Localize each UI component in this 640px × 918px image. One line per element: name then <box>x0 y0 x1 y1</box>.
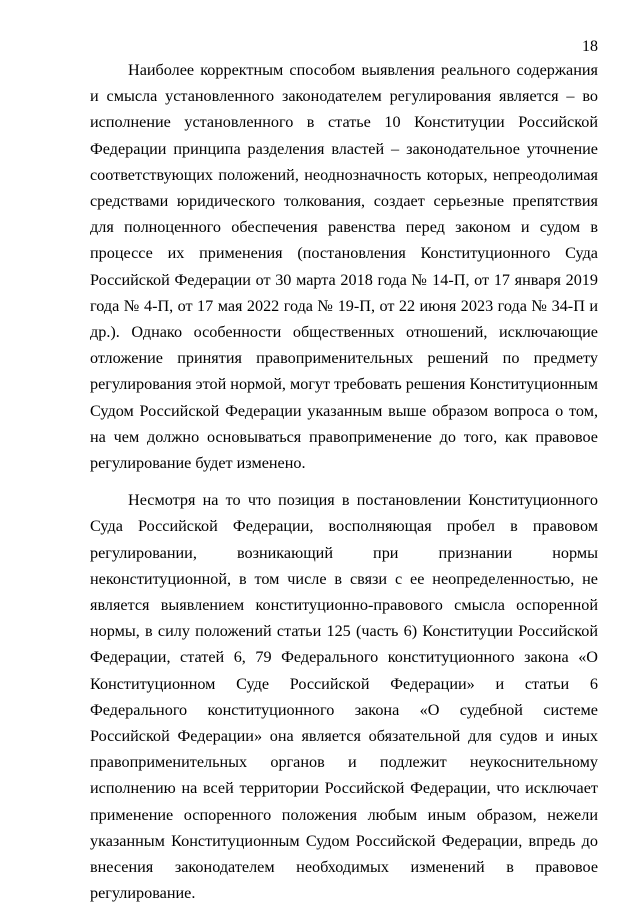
page-number: 18 <box>582 38 598 55</box>
paragraph: Несмотря на то что позиция в постановлении Конституционного Суда Российской Федерации, восполняющая пробел в правовом регулировании, возникающий при признании нормы неконституционной, в том числе в связи с ее неопределенностью, не является выявлением конституционно-правового смысла оспоренной нормы, в силу положений статьи 125 (часть 6) Конституции Российской Федерации, статей 6, 79 Федерального конституционного закона «О Конституционном Суде Российской Федерации» и статьи 6 Федерального конституционного закона «О судебной системе Российской Федерации» она является обязательной для судов и иных правоприменительных органов и подлежит неукоснительному исполнению на всей территории Российской Федерации, что исключает применение оспоренного положения любым иным образом, нежели указанным Конституционным Судом Российской Федерации, впредь до внесения законодателем необходимых изменений в правовое регулирование. <box>90 491 598 903</box>
paragraph: Наиболее корректным способом выявления реального содержания и смысла установленного законодателем регулирования является – во исполнение установленного в статье 10 Конституции Российской Федерации принципа разделения властей – законодательное уточнение соответствующих положений, неоднозначность которых, непреодолимая средствами юридического толкования, создает серьезные препятствия для полноценного обеспечения равенства перед законом и судом в процессе их применения (постановления Конституционного Суда Российской Федерации от 30 марта 2018 года № 14-П, от 17 января 2019 года № 4-П, от 17 мая 2022 года № 19-П, от 22 июня 2023 года № 34-П и др.). Однако особенности общественных отношений, исключающие отложение принятия правоприменительных решений по предмету регулирования этой нормой, могут требовать решения Конституционным Судом Российской Федерации указанным выше образом вопроса о том, на чем должно основываться правоприменение до того, как правовое регулирование будет изменено. <box>90 61 598 473</box>
document-body <box>90 57 598 918</box>
